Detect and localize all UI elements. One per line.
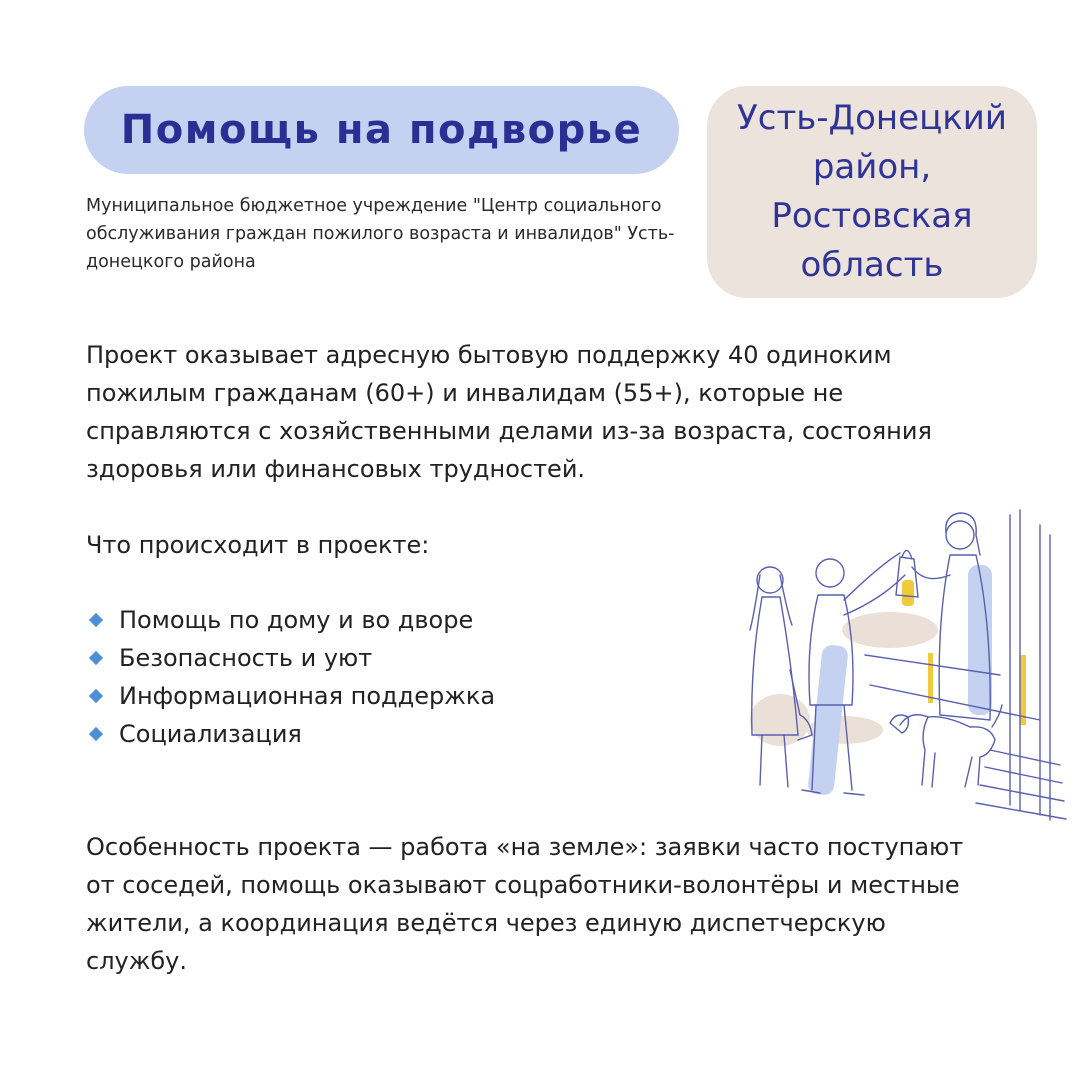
volunteers-helping-elderly-illustration — [740, 505, 1070, 825]
activities-heading: Что происходит в проекте: — [86, 531, 430, 559]
diamond-bullet-icon — [89, 613, 103, 627]
diamond-bullet-icon — [89, 651, 103, 665]
outro-paragraph: Особенность проекта — работа «на земле»: заявки часто поступают от соседей, помощь оказывают соцработники-волонтёры и местные жители, а координация ведётся через единую диспетчерскую службу. — [86, 833, 964, 975]
region-badge — [707, 86, 1037, 298]
title-pill — [84, 86, 679, 174]
region-text: Усть-Донецкий район, Ростовская область — [737, 98, 1007, 285]
diamond-bullet-icon — [89, 727, 103, 741]
page-title: Помощь на подворье — [120, 107, 643, 153]
diamond-bullet-icon — [89, 689, 103, 703]
organization-text: Муниципальное бюджетное учреждение "Центр социального обслуживания граждан пожилого возраста и инвалидов" Усть-донецкого района — [86, 196, 675, 272]
activities-list — [88, 601, 495, 753]
list-item: Помощь по дому и во дворе — [88, 601, 495, 639]
list-item: Безопасность и уют — [88, 639, 495, 677]
list-item: Информационная поддержка — [88, 677, 495, 715]
intro-paragraph: Проект оказывает адресную бытовую поддержку 40 одиноким пожилым гражданам (60+) и инвалидам (55+), которые не справляются с хозяйственными делами из-за возраста, состояния здоровья или финансовых трудностей. — [86, 341, 932, 483]
list-item: Социализация — [88, 715, 495, 753]
